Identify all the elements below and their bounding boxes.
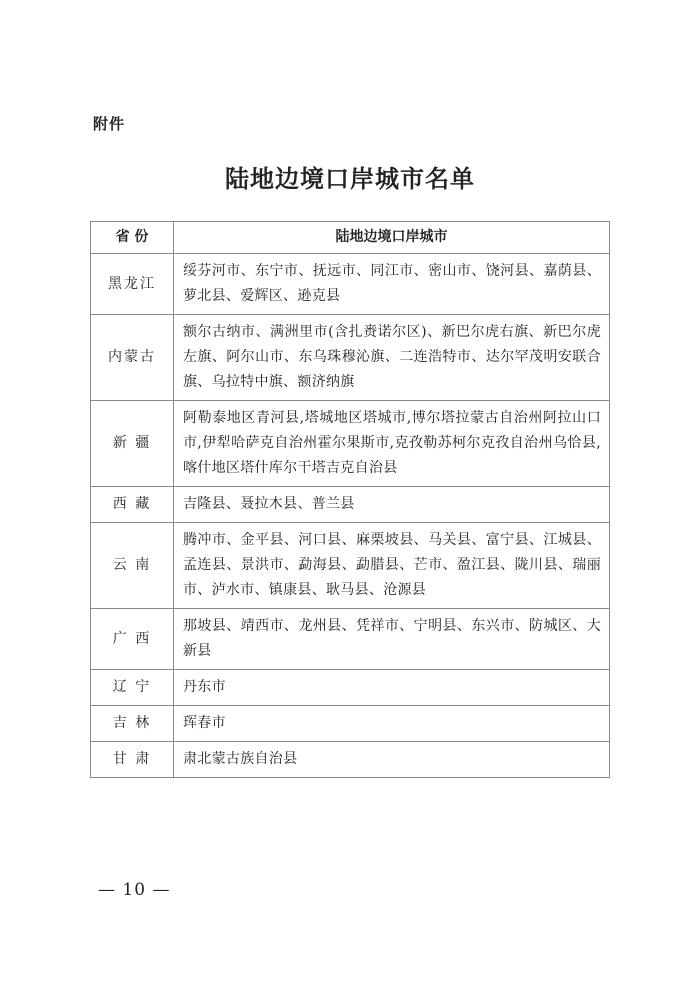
table-row — [91, 487, 610, 523]
cities-cell: 阿勒泰地区青河县,塔城地区塔城市,博尔塔拉蒙古自治州阿拉山口市,伊犁哈萨克自治州霍尔果斯市,克孜勒苏柯尔克孜自治州乌恰县,喀什地区塔什库尔干塔吉克自治县 — [174, 401, 610, 487]
table-row — [91, 315, 610, 401]
page-number: — 10 — — [98, 880, 171, 900]
table-row — [91, 523, 610, 609]
table-row — [91, 401, 610, 487]
border-port-city-table — [90, 221, 610, 778]
cities-cell: 肃北蒙古族自治县 — [174, 742, 610, 778]
table-row — [91, 706, 610, 742]
province-cell: 辽 宁 — [91, 670, 174, 706]
province-cell: 云 南 — [91, 523, 174, 609]
cities-cell: 腾冲市、金平县、河口县、麻栗坡县、马关县、富宁县、江城县、孟连县、景洪市、勐海县、勐腊县、芒市、盈江县、陇川县、瑞丽市、泸水市、镇康县、耿马县、沧源县 — [174, 523, 610, 609]
table-row — [91, 254, 610, 315]
province-cell: 黑龙江 — [91, 254, 174, 315]
province-cell: 新 疆 — [91, 401, 174, 487]
table-row — [91, 670, 610, 706]
cities-cell: 额尔古纳市、满洲里市(含扎赉诺尔区)、新巴尔虎右旗、新巴尔虎左旗、阿尔山市、东乌珠穆沁旗、二连浩特市、达尔罕茂明安联合旗、乌拉特中旗、额济纳旗 — [174, 315, 610, 401]
province-cell: 内蒙古 — [91, 315, 174, 401]
table-row — [91, 742, 610, 778]
table-header-row — [91, 222, 610, 254]
cities-cell: 珲春市 — [174, 706, 610, 742]
cities-cell: 绥芬河市、东宁市、抚远市、同江市、密山市、饶河县、嘉荫县、萝北县、爱辉区、逊克县 — [174, 254, 610, 315]
cities-cell: 丹东市 — [174, 670, 610, 706]
province-cell: 广 西 — [91, 609, 174, 670]
table-row — [91, 609, 610, 670]
cities-column-header: 陆地边境口岸城市 — [174, 222, 610, 254]
cities-cell: 那坡县、靖西市、龙州县、凭祥市、宁明县、东兴市、防城区、大新县 — [174, 609, 610, 670]
page-title: 陆地边境口岸城市名单 — [225, 165, 475, 193]
province-cell: 西 藏 — [91, 487, 174, 523]
province-cell: 甘 肃 — [91, 742, 174, 778]
attachment-label: 附件 — [93, 115, 126, 133]
cities-cell: 吉隆县、聂拉木县、普兰县 — [174, 487, 610, 523]
province-cell: 吉 林 — [91, 706, 174, 742]
province-column-header: 省 份 — [91, 222, 174, 254]
